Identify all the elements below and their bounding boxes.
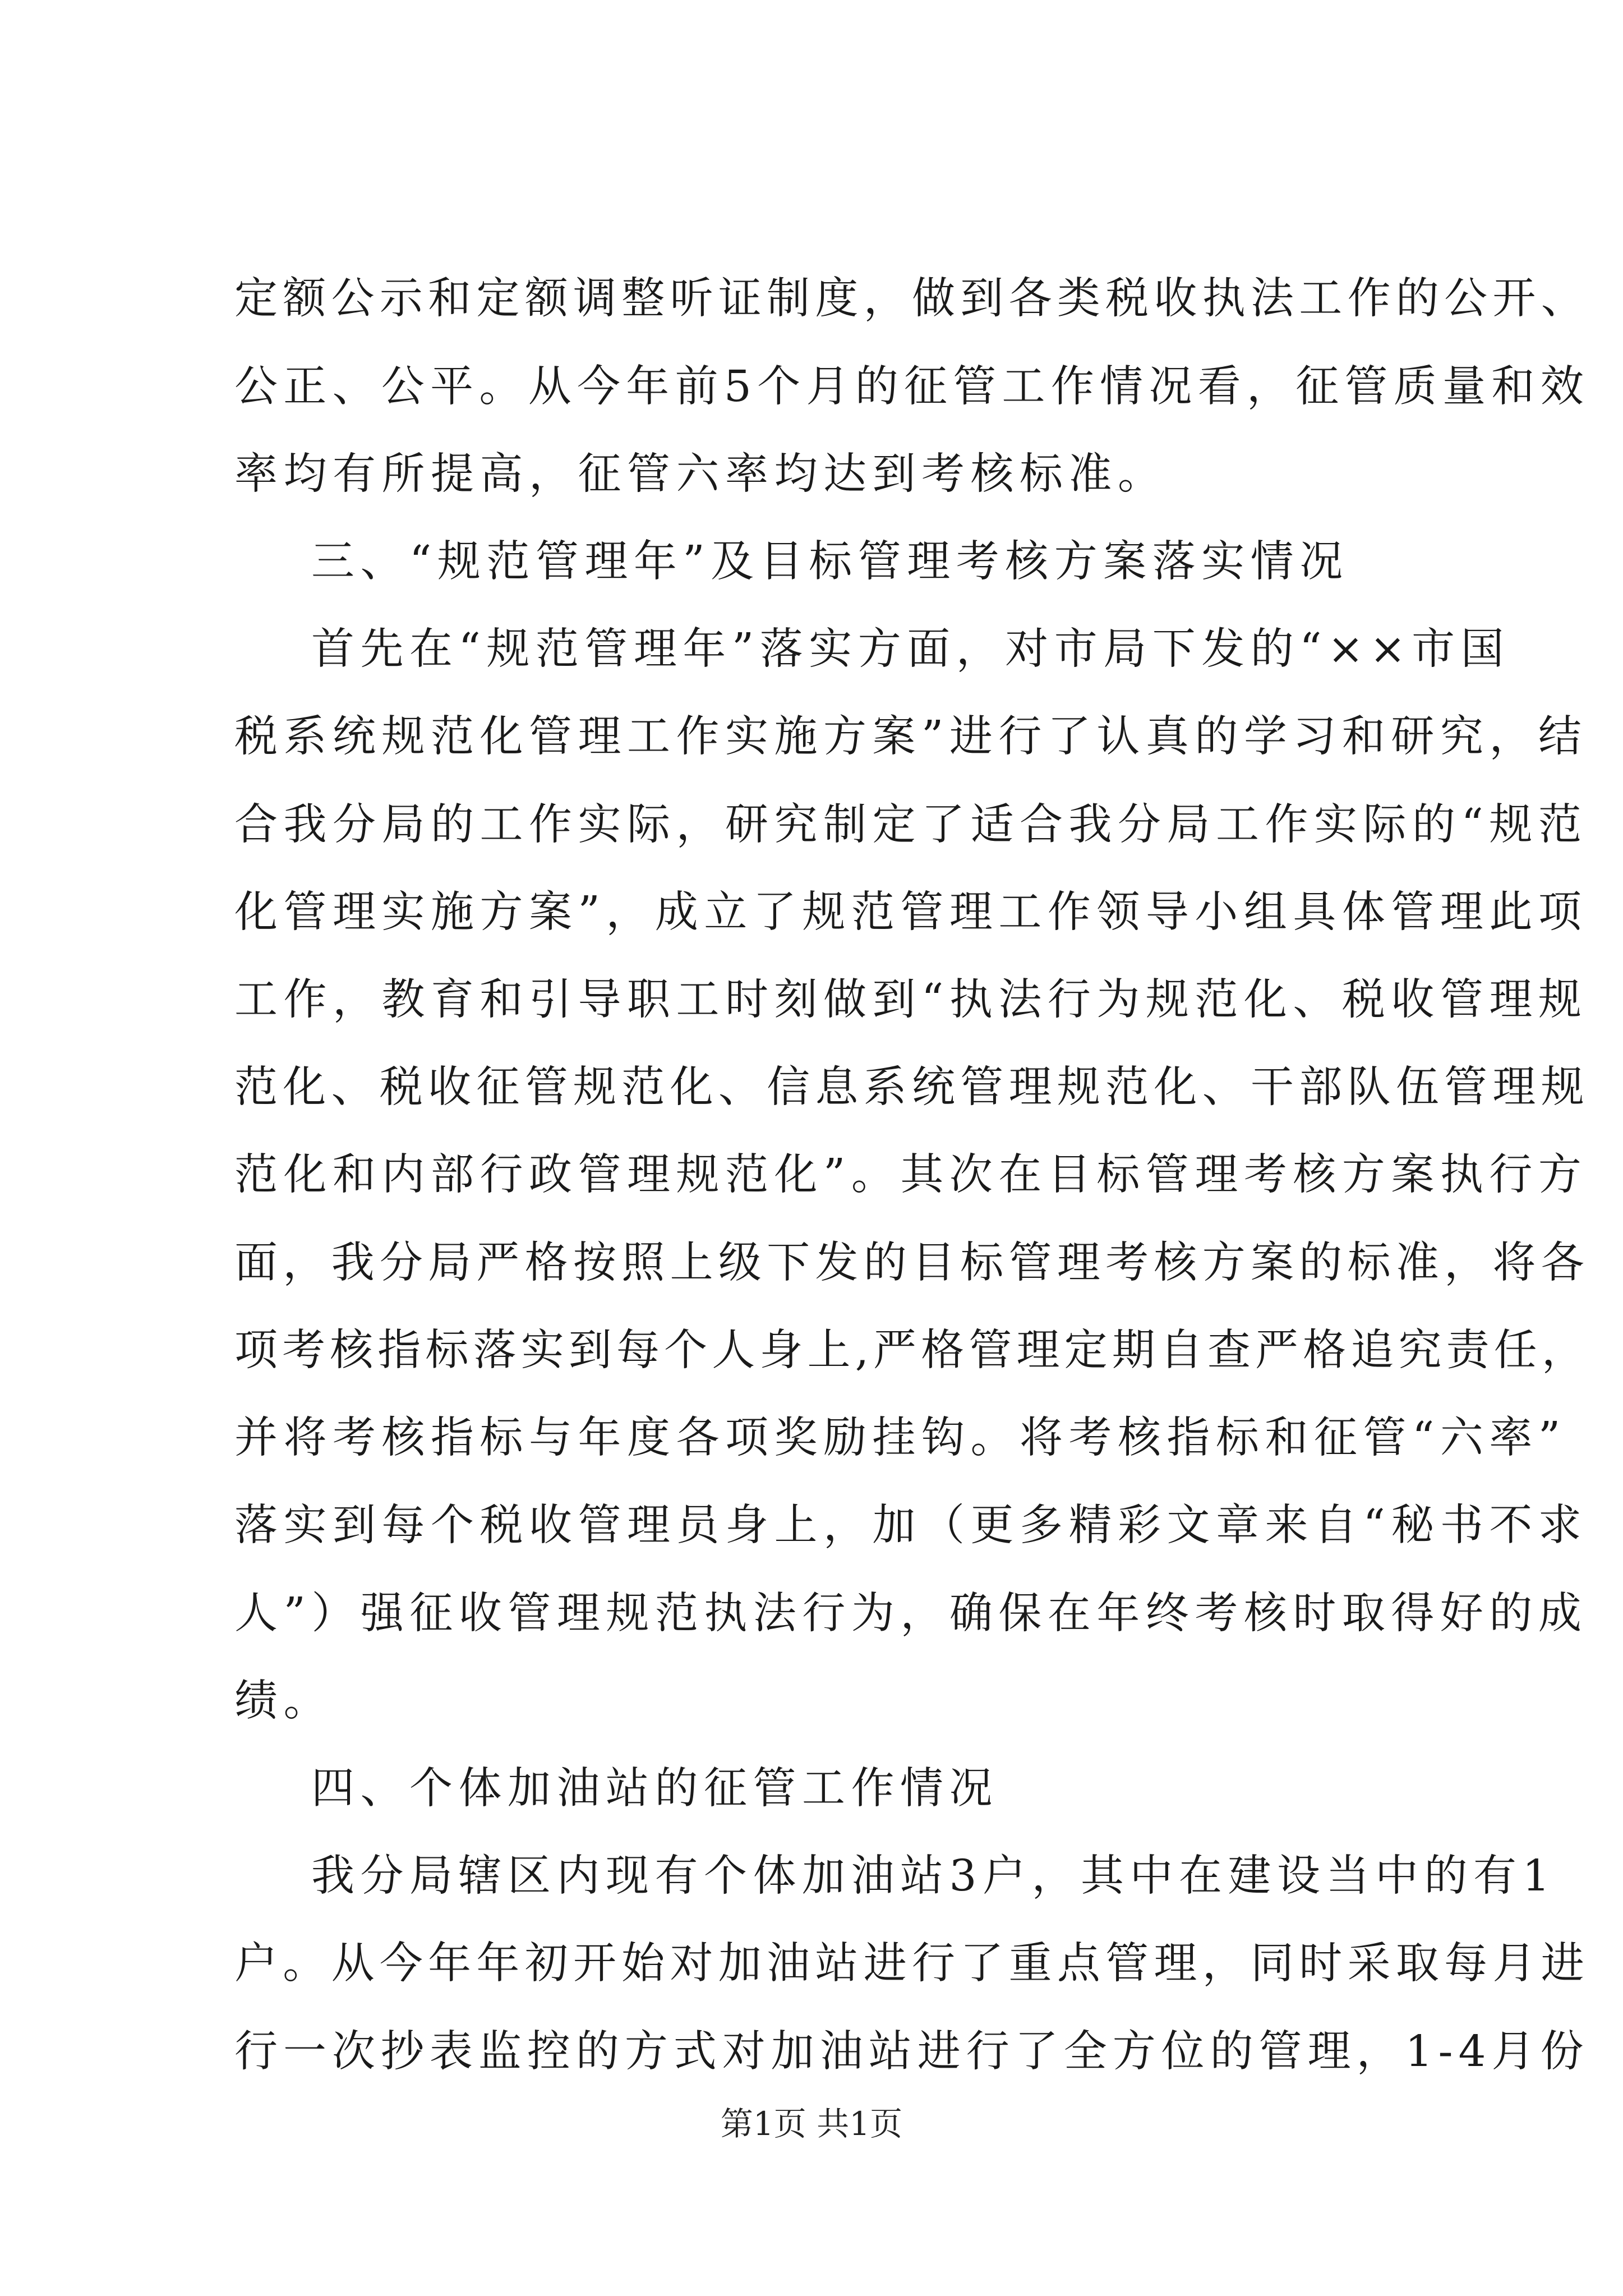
section-heading: 四、个体加油站的征管工作情况 — [311, 1764, 998, 1814]
text-line: 公正、公平。从今年前5个月的征管工作情况看，征管质量和效 — [234, 362, 1589, 412]
text-line: 首先在“规范管理年”落实方面，对市局下发的“××市国 — [311, 624, 1510, 674]
text-line: 化管理实施方案”，成立了规范管理工作领导小组具体管理此项 — [234, 887, 1588, 937]
text-line: 合我分局的工作实际，研究制定了适合我分局工作实际的“规范 — [234, 800, 1588, 850]
section-heading: 三、“规范管理年”及目标管理考核方案落实情况 — [311, 537, 1349, 587]
text-line: 绩。 — [234, 1676, 333, 1726]
text-line: 户。从今年年初开始对加油站进行了重点管理，同时采取每月进 — [234, 1939, 1589, 1989]
text-line: 行一次抄表监控的方式对加油站进行了全方位的管理，1-4月份 — [234, 2027, 1589, 2077]
text-line: 范化、税收征管规范化、信息系统管理规范化、干部队伍管理规 — [234, 1062, 1589, 1112]
page-footer: 第1页 共1页 — [720, 2105, 903, 2143]
text-line: 定额公示和定额调整听证制度，做到各类税收执法工作的公开、 — [234, 274, 1589, 324]
text-line: 人”）强征收管理规范执法行为，确保在年终考核时取得好的成 — [234, 1589, 1588, 1639]
text-line: 并将考核指标与年度各项奖励挂钩。将考核指标和征管“六率” — [234, 1413, 1566, 1463]
text-line: 范化和内部行政管理规范化”。其次在目标管理考核方案执行方 — [234, 1150, 1588, 1200]
text-line: 项考核指标落实到每个人身上,严格管理定期自查严格追究责任， — [234, 1326, 1589, 1375]
text-line: 落实到每个税收管理员身上，加（更多精彩文章来自“秘书不求 — [234, 1501, 1588, 1550]
text-line: 工作，教育和引导职工时刻做到“执法行为规范化、税收管理规 — [234, 975, 1588, 1025]
text-line: 面，我分局严格按照上级下发的目标管理考核方案的标准，将各 — [234, 1238, 1589, 1288]
text-line: 我分局辖区内现有个体加油站3户，其中在建设当中的有1 — [311, 1851, 1556, 1901]
text-line: 率均有所提高，征管六率均达到考核标准。 — [234, 449, 1167, 499]
text-line: 税系统规范化管理工作实施方案”进行了认真的学习和研究，结 — [234, 712, 1588, 762]
